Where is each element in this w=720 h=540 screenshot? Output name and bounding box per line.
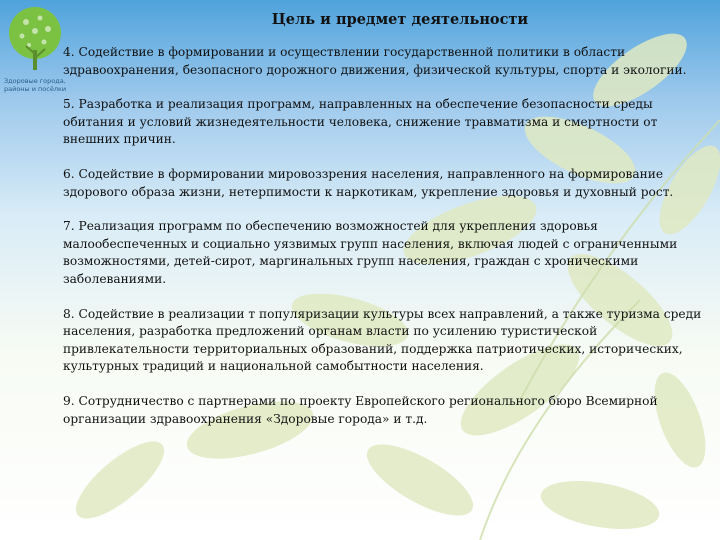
paragraph-4: 4. Содействие в формировании и осуществлении государственной политики в области здравоохранения, безопасного дорожного движения, физической культуры, спорта и экологии.: [63, 45, 687, 77]
paragraph-9: 9. Сотрудничество с партнерами по проекту Европейского регионального бюро Всемирной организации здравоохранения «Здоровые города» и т.д.: [63, 393, 658, 426]
paragraph-5: 5. Разработка и реализация программ, направленных на обеспечение безопасности среды обитания и условий жизнедеятельности человека, снижение травматизма и смертности от внешних причин.: [63, 97, 658, 147]
page-title: Цель и предмет деятельности: [271, 11, 529, 28]
content-body: [63, 44, 713, 445]
paragraph-6: 6. Содействие в формировании мировоззрения населения, направленного на формирование здорового образа жизни, нетерпимости к наркотикам, укрепление здоровья и духовный рост.: [63, 166, 674, 199]
paragraph-7: 7. Реализация программ по обеспечению возможностей для укрепления здоровья малообеспеченных и социально уязвимых групп населения, включая людей с ограниченными возможностями, детей-сирот, маргинальных групп населения, граждан с хроническими заболеваниями.: [63, 219, 678, 286]
logo-text-line-2: районы и посёлки: [4, 85, 67, 93]
paragraph-8: 8. Содействие в реализации т популяризации культуры всех направлений, а также туризма среди населения, разработка предложений органам власти по усилению туристической привлекательности территориальных образований, поддержка патриотических, исторических, культурных традиций и национальной самобытности населения.: [63, 306, 702, 374]
logo-text-line-1: Здоровые города,: [4, 77, 66, 85]
